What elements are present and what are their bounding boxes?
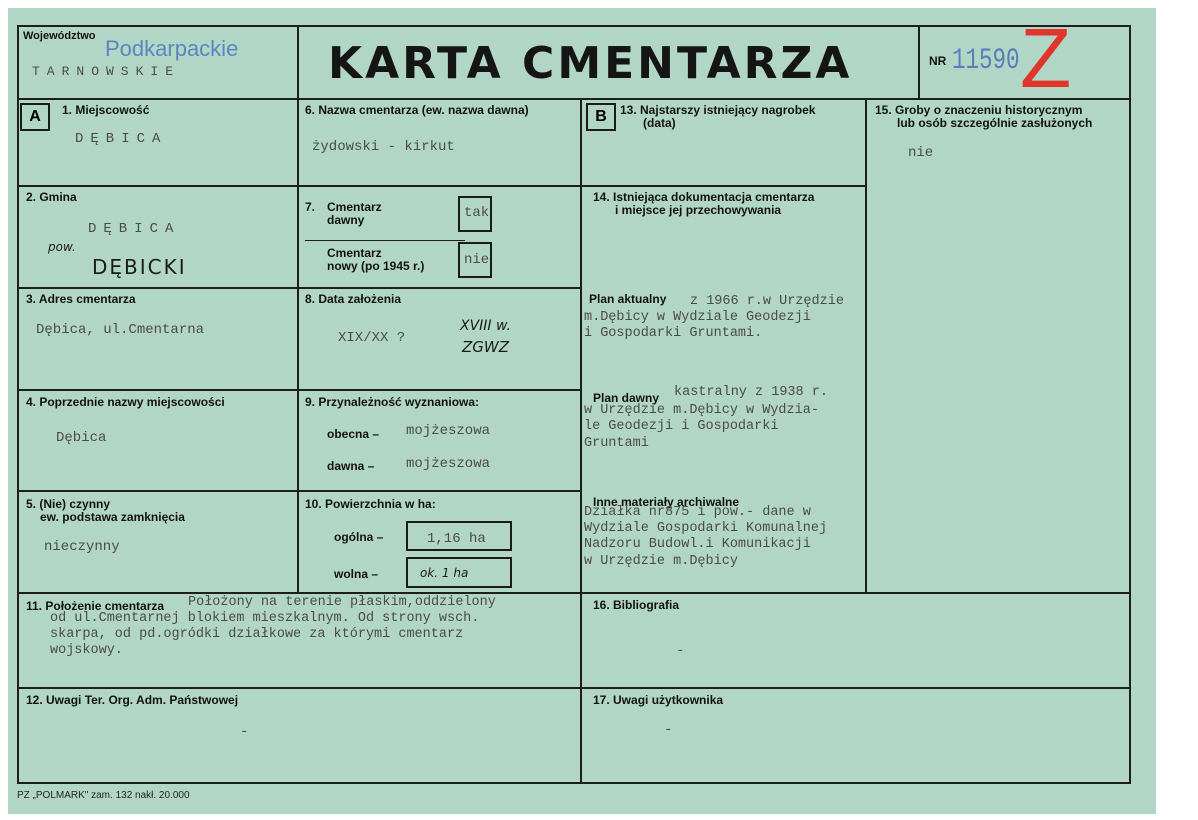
divider (918, 25, 920, 99)
divider (297, 25, 299, 99)
divider (865, 98, 867, 593)
obecna-value: mojżeszowa (406, 423, 491, 439)
plan-dawny-line: le Geodezji i Gospodarki (584, 419, 779, 434)
divider (17, 782, 1131, 784)
wolna-label: wolna – (334, 567, 379, 581)
field-16-value: - (676, 643, 685, 659)
field-8-value: XIX/XX ? (338, 330, 406, 346)
plan-aktualny-line: m.Dębicy w Wydziale Geodezji (584, 310, 811, 325)
powiat-label: pow. (48, 240, 76, 254)
nowy-label: Cmentarz (327, 246, 382, 260)
powiat-value: DĘBICKI (92, 255, 187, 279)
divider (305, 240, 465, 241)
inne-materialy-line: Wydziale Gospodarki Komunalnej (584, 521, 828, 536)
field-12-value: - (240, 724, 249, 740)
field-17-value: - (664, 722, 673, 738)
field-8-handwritten-code: ZGWZ (462, 338, 510, 356)
field-11-line: skarpa, od pd.ogródki działkowe za którymi cmentarz (50, 627, 464, 642)
dawna-value: mojżeszowa (406, 456, 491, 472)
field-1-label: 1. Miejscowość (62, 103, 150, 117)
field-17-label: 17. Uwagi użytkownika (593, 693, 724, 707)
divider (17, 185, 581, 187)
field-8-label: 8. Data założenia (305, 292, 402, 306)
inne-materialy-line: Nadzoru Budowl.i Komunikacji (584, 537, 811, 552)
nowy-value: nie (464, 252, 490, 268)
print-info-footer: PZ „POLMARK" zam. 132 nakł. 20.000 (17, 790, 190, 801)
field-1-value: DĘBICA (75, 131, 168, 147)
ogolna-value: 1,16 ha (427, 531, 486, 547)
plan-aktualny-line: z 1966 r.w Urzędzie (690, 294, 844, 309)
divider (580, 98, 582, 784)
field-5-label: 5. (Nie) czynny (26, 497, 111, 511)
divider (1129, 25, 1131, 784)
divider (17, 287, 581, 289)
field-12-label: 12. Uwagi Ter. Org. Adm. Państwowej (26, 693, 239, 707)
plan-dawny-line: w Urzędzie m.Dębicy w Wydzia- (584, 403, 819, 418)
plan-dawny-line: Gruntami (584, 436, 649, 451)
field-14-label: 14. Istniejąca dokumentacja cmentarza (593, 190, 815, 204)
field-15-value: nie (908, 145, 934, 161)
field-11-line: wojskowy. (50, 643, 123, 658)
field-15-sublabel: lub osób szczególnie zasłużonych (897, 116, 1093, 130)
field-11-label: 11. Położenie cmentarza (26, 599, 165, 613)
field-9-label: 9. Przynależność wyznaniowa: (305, 395, 480, 409)
divider (297, 98, 299, 593)
nr-value: 11590 (952, 44, 1020, 78)
dawny-label: Cmentarz (327, 200, 382, 214)
field-11-line: Położony na terenie płaskim,oddzielony (188, 595, 496, 610)
field-13-label: 13. Najstarszy istniejący nagrobek (620, 103, 816, 117)
inne-materialy-label: Inne materiały archiwalne (593, 495, 740, 509)
inne-materialy-line: w Urzędzie m.Dębicy (584, 554, 738, 569)
field-7-label: 7. (305, 200, 316, 214)
section-b-marker: B (586, 103, 616, 131)
divider (17, 98, 1131, 100)
field-8-handwritten: XVIII w. (460, 318, 512, 334)
plan-dawny-line: kastralny z 1938 r. (674, 385, 828, 400)
divider (581, 185, 866, 187)
field-2-label: 2. Gmina (26, 190, 77, 204)
inne-materialy-line: Działka nr875 i pow.- dane w (584, 505, 811, 520)
field-10-label: 10. Powierzchnia w ha: (305, 497, 436, 511)
field-5-value: nieczynny (44, 539, 120, 555)
field-4-value: Dębica (56, 430, 107, 446)
field-3-label: 3. Adres cmentarza (26, 292, 136, 306)
wojewodztwo-stamp: Podkarpackie (105, 36, 239, 61)
divider (17, 592, 1131, 594)
nr-letter-mark: Z (1020, 11, 1072, 105)
dawny-value: tak (464, 205, 490, 221)
field-6-label: 6. Nazwa cmentarza (ew. nazwa dawna) (305, 103, 529, 117)
wolna-value: ok. 1 ha (420, 566, 469, 580)
plan-aktualny-label: Plan aktualny (589, 292, 667, 306)
wojewodztwo-label: Województwo (23, 30, 96, 42)
field-5-sublabel: ew. podstawa zamknięcia (40, 510, 185, 524)
field-16-label: 16. Bibliografia (593, 598, 680, 612)
page-title: KARTA CMENTARZA (328, 38, 853, 89)
divider (17, 687, 1131, 689)
dawna-label: dawna – (327, 459, 375, 473)
divider (17, 389, 581, 391)
nr-label: NR (929, 54, 947, 68)
divider (17, 25, 1131, 27)
field-11-line: od ul.Cmentarnej blokiem mieszkalnym. Od strony wsch. (50, 611, 480, 626)
divider (17, 25, 19, 784)
field-15-label: 15. Groby o znaczeniu historycznym (875, 103, 1083, 117)
divider (17, 490, 581, 492)
field-14-sublabel: i miejsce jej przechowywania (615, 203, 782, 217)
field-6-value: żydowski - kirkut (312, 139, 455, 155)
field-13-sublabel: (data) (643, 116, 676, 130)
nowy-sublabel: nowy (po 1945 r.) (327, 259, 425, 273)
obecna-label: obecna – (327, 427, 380, 441)
section-a-marker: A (20, 103, 50, 131)
field-2-value: DĘBICA (88, 221, 181, 237)
ogolna-label: ogólna – (334, 530, 384, 544)
wojewodztwo-typed: TARNOWSKIE (32, 64, 181, 79)
field-4-label: 4. Poprzednie nazwy miejscowości (26, 395, 225, 409)
dawny-sublabel: dawny (327, 213, 365, 227)
plan-aktualny-line: i Gospodarki Gruntami. (584, 326, 763, 341)
plan-dawny-label: Plan dawny (593, 391, 660, 405)
field-3-value: Dębica, ul.Cmentarna (36, 322, 205, 338)
